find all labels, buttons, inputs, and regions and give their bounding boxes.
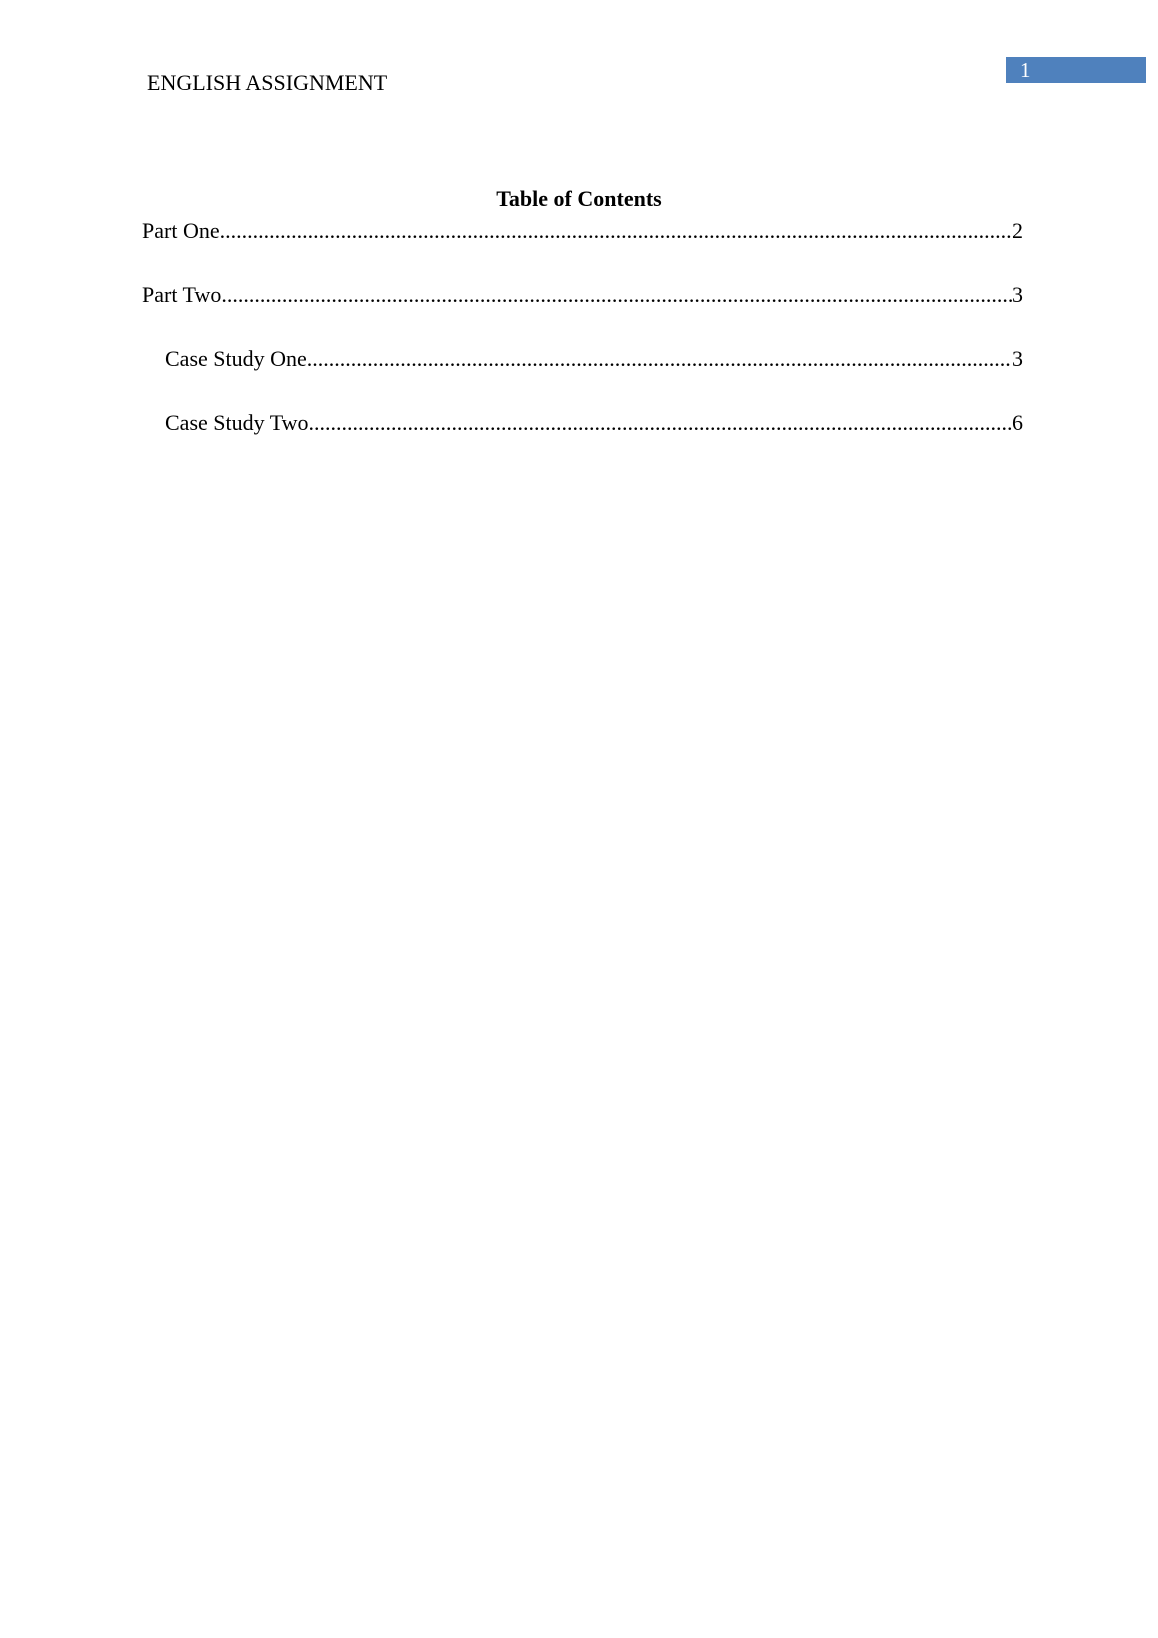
page-number-badge (1006, 57, 1146, 83)
toc-entry-page: 3 (1012, 346, 1023, 371)
toc-entry-case-study-one[interactable] (142, 346, 1023, 410)
toc-dot-leader (220, 218, 1012, 244)
toc-dot-leader (221, 282, 1012, 308)
toc-dot-leader (309, 410, 1012, 436)
toc-entry-part-one[interactable] (142, 218, 1023, 282)
toc-entry-page: 2 (1012, 218, 1023, 243)
toc-entry-page: 6 (1012, 410, 1023, 435)
toc-entry-label: Case Study One (165, 346, 307, 371)
toc-entry-part-two[interactable] (142, 282, 1023, 346)
toc-entry-label: Part One (142, 218, 220, 243)
toc-entry-label: Case Study Two (165, 410, 309, 435)
toc-dot-leader (307, 346, 1012, 372)
toc-entry-case-study-two[interactable] (142, 410, 1023, 474)
page-number: 1 (1020, 58, 1031, 82)
header-title: ENGLISH ASSIGNMENT (147, 70, 388, 95)
toc-list (142, 218, 1023, 474)
toc-entry-page: 3 (1012, 282, 1023, 307)
toc-heading: Table of Contents (496, 186, 662, 211)
toc-entry-label: Part Two (142, 282, 222, 307)
